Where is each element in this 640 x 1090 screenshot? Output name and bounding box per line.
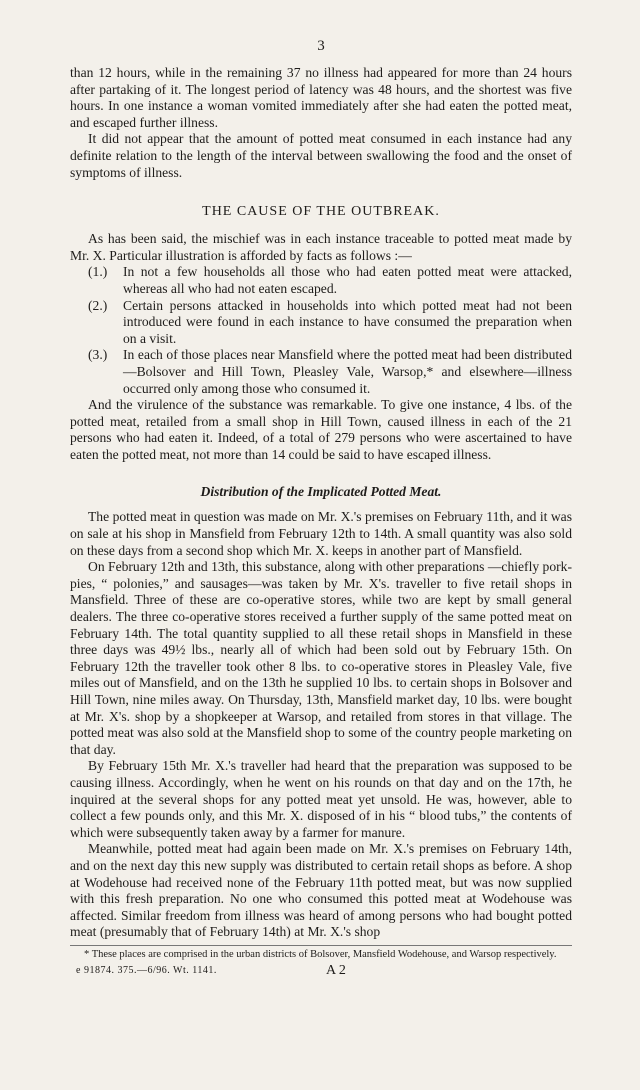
list-item [70,264,572,297]
paragraph-traveller: On February 12th and 13th, this substance, along with other preparations —chiefly pork-pies, “ polonies,” and sausages—was taken by Mr. X's. traveller to five retail shops in Mansfield. Three of these are co-operative stores, while two are kept by small general dealers. The three co-operative stores received a further supply of the same potted meat on February 14th. The total quantity supplied to all these retail shops in Mansfield in these three days was 49½ lbs., nearly all of which had been sold out by February 15th. On February 12th the traveller took other 8 lbs. to co-operative stores in Pleasley Vale, five miles out of Mansfield, and on the 13th he supplied 10 lbs. to certain shops in Bolsover and Hill Town, nine miles away. On Thursday, 13th, Mansfield market day, 10 lbs. were bought at Mr. X's. shop by a shopkeeper at Warsop, and retailed from stores in that village. The potted meat was also sold at the Mansfield shop to some of the country people marketing on that day. [70,559,572,757]
list-item-text: In not a few households all those who had eaten potted meat were attacked, whereas all who had not eaten escaped. [123,264,572,296]
list-item-text: Certain persons attacked in households into which potted meat had not been introduced were found in each instance to have consumed the preparation when on a visit. [123,297,572,346]
paragraph-meanwhile: Meanwhile, potted meat had again been made on Mr. X.'s premises on February 14th, and on the next day this new supply was distributed to certain retail shops as before. A shop at Wodehouse had received none of the February 11th potted meat, but was now supplied with this fresh preparation. No one who consumed this potted meat at Wodehouse was affected. Similar freedom from illness was heard of among persons who had bought potted meat (presumably that of February 14th) at Mr. X.'s shop [70,841,572,940]
list-item [70,298,572,348]
paragraph-latency: than 12 hours, while in the remaining 37 no illness had appeared for more than 24 hours after partaking of it. The longest period of latency was 48 hours, and the shortest was five hours. In one instance a woman vomited immediately after she had eaten the potted meat, and escaped further illness. [70,65,572,130]
paragraph-amount: It did not appear that the amount of potted meat consumed in each instance had any definite relation to the length of the interval between swallowing the food and the onset of symptoms of illness. [70,131,572,180]
list-item-number: (3.) [88,347,108,363]
list-item-number: (2.) [88,297,108,313]
paragraph-virulence: And the virulence of the substance was remarkable. To give one instance, 4 lbs. of the potted meat, retailed from a small shop in Hill Town, caused illness in each of the 21 persons who had eaten it. Indeed, of a total of 279 persons who were ascertained to have eaten the potted meat, not more than 14 could be said to have escaped illness. [70,397,572,462]
signature-mark: A 2 [326,962,346,978]
print-info: e 91874. 375.—6/96. Wt. 1141. [76,964,217,976]
section-heading-cause: THE CAUSE OF THE OUTBREAK. [202,204,440,220]
footnote [70,948,572,961]
footnote-text: These places are comprised in the urban districts of Bolsover, Mansfield Wodehouse, and Warsop respectively. [91,948,557,960]
paragraph-mischief: As has been said, the mischief was in each instance traceable to potted meat made by Mr. X. Particular illustration is afforded by facts as follows :— [70,231,572,263]
footnote-divider [70,945,572,946]
page-number: 3 [317,38,325,54]
paragraph-illness-rumour: By February 15th Mr. X.'s traveller had heard that the preparation was supposed to be causing illness. Accordingly, when he went on his rounds on that day and on the 17th, he inquired at the several shops for any potted meat yet unsold. He was, however, able to collect a few pounds only, and this Mr. X. disposed of in his “ blood tubs,” the contents of which were subsequently taken away by a farmer for manure. [70,758,572,840]
list-item-text: In each of those places near Mansfield where the potted meat had been distributed—Bolsover and Hill Town, Pleasley Vale, Warsop,* and elsewhere—illness occurred only among those who consumed it. [123,347,572,396]
paragraph-made: The potted meat in question was made on Mr. X.'s premises on February 11th, and it was on sale at his shop in Mansfield from February 12th to 14th. A small quantity was also sold on these days from a second shop which Mr. X. keeps in another part of Mansfield. [70,509,572,558]
list-item [70,347,572,397]
footnote-mark: * [84,948,90,960]
section-heading-distribution: Distribution of the Implicated Potted Meat. [200,484,442,500]
list-item-number: (1.) [88,264,108,280]
document-page [70,38,572,981]
print-footer [70,963,572,981]
